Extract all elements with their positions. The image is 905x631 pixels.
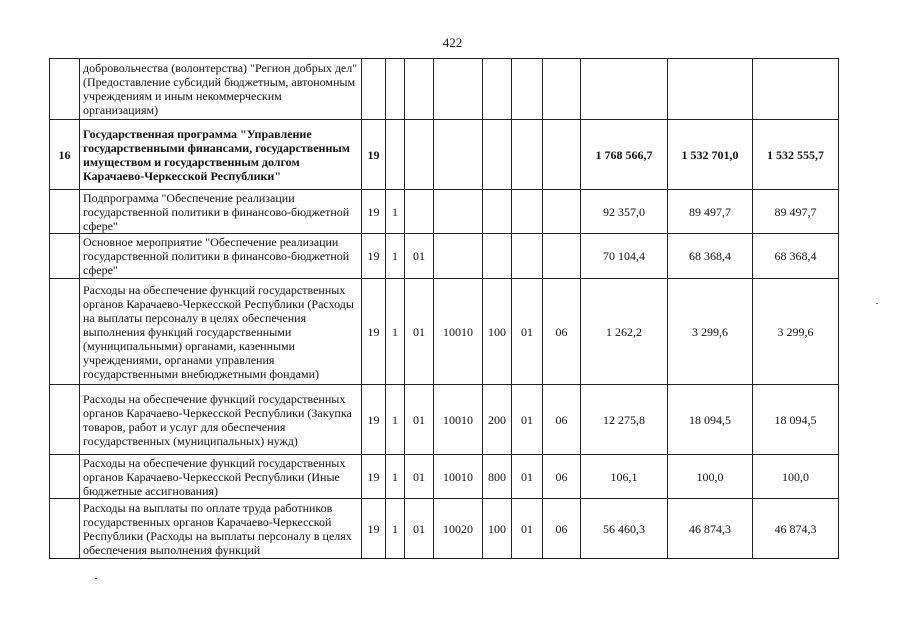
amount-year-2-cell: 100,0 (668, 455, 753, 499)
code-sp-cell: 1 (386, 279, 405, 385)
code-section-cell (512, 120, 543, 190)
row-number-cell (50, 279, 80, 385)
row-number-cell (50, 59, 80, 120)
amount-year-1-cell: 12 275,8 (581, 385, 668, 455)
amount-year-1-cell: 1 262,2 (581, 279, 668, 385)
code-sp-cell: 1 (386, 234, 405, 279)
row-name-cell: Расходы на обеспечение функций государственных органов Карачаево-Черкесской Республики (Закупка товаров, работ и услуг для обеспечения государственных (муниципальных) нужд) (80, 385, 362, 455)
code-om-cell: 01 (405, 455, 434, 499)
amount-year-2-cell: 3 299,6 (668, 279, 753, 385)
code-direction-cell (434, 190, 483, 234)
table-row (50, 455, 839, 499)
amount-year-1-cell: 1 768 566,7 (581, 120, 668, 190)
amount-year-2-cell: 89 497,7 (668, 190, 753, 234)
budget-table (49, 58, 839, 559)
code-gp-cell: 19 (362, 499, 386, 559)
code-direction-cell: 10010 (434, 279, 483, 385)
row-number-cell (50, 190, 80, 234)
amount-year-3-cell: 18 094,5 (753, 385, 839, 455)
amount-year-2-cell: 1 532 701,0 (668, 120, 753, 190)
amount-year-2-cell (668, 59, 753, 120)
code-direction-cell (434, 120, 483, 190)
scan-speck (876, 303, 878, 304)
amount-year-3-cell: 89 497,7 (753, 190, 839, 234)
row-number-cell (50, 455, 80, 499)
code-expense-type-cell (483, 120, 512, 190)
scan-speck (95, 578, 97, 579)
code-section-cell (512, 190, 543, 234)
code-subsection-cell (543, 59, 581, 120)
code-sp-cell: 1 (386, 499, 405, 559)
row-number-cell (50, 385, 80, 455)
table-row (50, 385, 839, 455)
amount-year-2-cell: 68 368,4 (668, 234, 753, 279)
code-direction-cell (434, 234, 483, 279)
amount-year-3-cell: 3 299,6 (753, 279, 839, 385)
code-expense-type-cell: 800 (483, 455, 512, 499)
code-expense-type-cell (483, 190, 512, 234)
row-name-cell: Расходы на обеспечение функций государственных органов Карачаево-Черкесской Республики (Иные бюджетные ассигнования) (80, 455, 362, 499)
code-gp-cell: 19 (362, 455, 386, 499)
amount-year-2-cell: 18 094,5 (668, 385, 753, 455)
code-sp-cell (386, 120, 405, 190)
code-subsection-cell: 06 (543, 279, 581, 385)
code-subsection-cell: 06 (543, 499, 581, 559)
code-subsection-cell (543, 234, 581, 279)
code-sp-cell: 1 (386, 455, 405, 499)
code-subsection-cell: 06 (543, 455, 581, 499)
amount-year-3-cell (753, 59, 839, 120)
code-subsection-cell (543, 120, 581, 190)
code-expense-type-cell: 200 (483, 385, 512, 455)
page-number: 422 (442, 35, 463, 50)
code-om-cell (405, 59, 434, 120)
row-name-cell: добровольчества (волонтерства) "Регион добрых дел" (Предоставление субсидий бюджетным, автономным учреждениям и иным некоммерческим организациям) (80, 59, 362, 120)
code-direction-cell (434, 59, 483, 120)
code-section-cell: 01 (512, 279, 543, 385)
code-section-cell: 01 (512, 499, 543, 559)
table-row (50, 499, 839, 559)
code-gp-cell: 19 (362, 190, 386, 234)
amount-year-2-cell: 46 874,3 (668, 499, 753, 559)
amount-year-1-cell: 56 460,3 (581, 499, 668, 559)
code-sp-cell (386, 59, 405, 120)
code-om-cell: 01 (405, 234, 434, 279)
code-expense-type-cell (483, 59, 512, 120)
code-expense-type-cell: 100 (483, 499, 512, 559)
code-direction-cell: 10010 (434, 385, 483, 455)
code-expense-type-cell (483, 234, 512, 279)
code-subsection-cell: 06 (543, 385, 581, 455)
code-gp-cell: 19 (362, 234, 386, 279)
amount-year-3-cell: 1 532 555,7 (753, 120, 839, 190)
row-number-cell: 16 (50, 120, 80, 190)
table-row (50, 59, 839, 120)
row-name-cell: Расходы на обеспечение функций государственных органов Карачаево-Черкесской Республики (Расходы на выплаты персоналу в целях обеспечения выполнения функций государственными (муниципальными) органами, казенными учреждениями, органами управления государственными внебюджетными фондами) (80, 279, 362, 385)
code-subsection-cell (543, 190, 581, 234)
table-row (50, 234, 839, 279)
code-direction-cell: 10010 (434, 455, 483, 499)
row-name-cell: Подпрограмма "Обеспечение реализации государственной политики в финансово-бюджетной сфере" (80, 190, 362, 234)
table-row (50, 120, 839, 190)
code-sp-cell: 1 (386, 190, 405, 234)
code-gp-cell (362, 59, 386, 120)
code-om-cell (405, 120, 434, 190)
code-section-cell: 01 (512, 455, 543, 499)
code-direction-cell: 10020 (434, 499, 483, 559)
code-section-cell: 01 (512, 385, 543, 455)
amount-year-1-cell: 106,1 (581, 455, 668, 499)
amount-year-1-cell: 70 104,4 (581, 234, 668, 279)
table-row (50, 279, 839, 385)
code-om-cell (405, 190, 434, 234)
code-om-cell: 01 (405, 385, 434, 455)
amount-year-1-cell (581, 59, 668, 120)
amount-year-3-cell: 100,0 (753, 455, 839, 499)
row-number-cell (50, 499, 80, 559)
code-gp-cell: 19 (362, 120, 386, 190)
code-section-cell (512, 234, 543, 279)
amount-year-1-cell: 92 357,0 (581, 190, 668, 234)
code-om-cell: 01 (405, 279, 434, 385)
code-section-cell (512, 59, 543, 120)
amount-year-3-cell: 68 368,4 (753, 234, 839, 279)
amount-year-3-cell: 46 874,3 (753, 499, 839, 559)
code-gp-cell: 19 (362, 279, 386, 385)
code-sp-cell: 1 (386, 385, 405, 455)
row-number-cell (50, 234, 80, 279)
row-name-cell: Расходы на выплаты по оплате труда работников государственных органов Карачаево-Черкесской Республики (Расходы на выплаты персоналу в целях обеспечения выполнения функций (80, 499, 362, 559)
row-name-cell: Государственная программа "Управление государственными финансами, государственным имуществом и государственным долгом Карачаево-Черкесской Республики" (80, 120, 362, 190)
table-row (50, 190, 839, 234)
code-gp-cell: 19 (362, 385, 386, 455)
code-om-cell: 01 (405, 499, 434, 559)
row-name-cell: Основное мероприятие "Обеспечение реализации государственной политики в финансово-бюджетной сфере" (80, 234, 362, 279)
code-expense-type-cell: 100 (483, 279, 512, 385)
